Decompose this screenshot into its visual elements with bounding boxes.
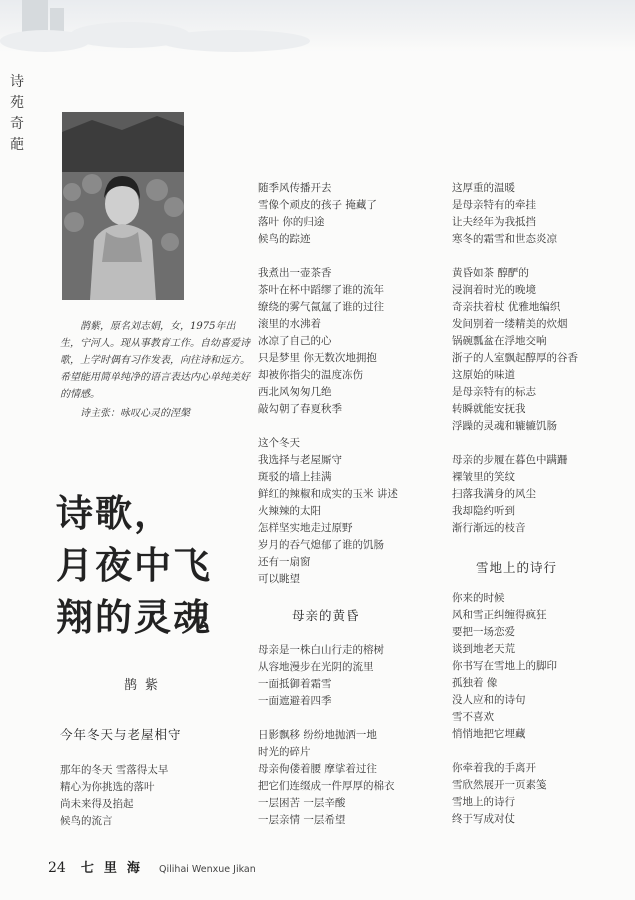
poem-line: 锅碗瓢盆在浮地交响: [452, 335, 547, 347]
poem-line: 没人应和的诗句: [452, 694, 526, 706]
poem-line: 冰凉了自己的心: [258, 335, 332, 347]
poem-line: 把它们连缀成一件厚厚的棉衣: [258, 780, 395, 792]
poem-line: 只是梦里 你无数次地拥抱: [258, 352, 377, 364]
stanza-gap: [452, 743, 557, 760]
section-label-char: 诗: [10, 74, 24, 90]
page-footer: [48, 857, 608, 876]
article-title-line: 月夜中飞: [56, 544, 212, 587]
poem-title: 雪地上的诗行: [476, 560, 558, 575]
poem-title: 母亲的黄昏: [292, 608, 360, 623]
poem-line: 敲勾朝了春夏秋季: [258, 403, 342, 415]
section-label: [8, 72, 26, 156]
poem-line: 浮躁的灵魂和辘辘饥肠: [452, 420, 557, 432]
poem-line: 雪地上的诗行: [452, 796, 515, 808]
poem-line: 我煮出一壶茶香: [258, 267, 332, 279]
poem-line: 精心为你挑选的落叶: [60, 781, 155, 793]
section-label-char: 奇: [10, 116, 24, 132]
magazine-pinyin: Qilihai Wenxue Jikan: [159, 864, 256, 875]
poem-line: 日影飘移 纷纷地抛洒一地: [258, 729, 377, 741]
poem-line: 母亲佝偻着腰 摩挲着过往: [258, 763, 377, 775]
poem-line: 尚未来得及掐起: [60, 798, 134, 810]
poem-line: 雪像个顽皮的孩子 掩藏了: [258, 199, 377, 211]
poem-line: 浸润着时光的晚境: [452, 284, 536, 296]
poem-line: 岁月的吞气熄郁了谁的饥肠: [258, 539, 384, 551]
poem-line: 一层亲情 一层希望: [258, 814, 346, 826]
poem-line: 一层困苦 一层辛酸: [258, 797, 346, 809]
poem-line: 西北风匆匆几绝: [258, 386, 332, 398]
stanza-gap: [258, 710, 395, 727]
poem-line: 雪欣然展开一页素笺: [452, 779, 547, 791]
poem-line: 时光的碎片: [258, 746, 311, 758]
poem-line: 母亲是一株白山行走的榕树: [258, 644, 384, 656]
section-label-char: 苑: [10, 95, 24, 111]
author-photo-image: [62, 112, 184, 300]
poem-body: [452, 180, 578, 537]
poem-line: 一面遮避着四季: [258, 695, 332, 707]
poem-line: 转瞬就能安抚我: [452, 403, 526, 415]
poem-line: 悄悄地把它埋藏: [452, 728, 526, 740]
poem-line: 却被你指尖的温度冻伤: [258, 369, 363, 381]
poem-line: 风和雪正纠缠得疯狂: [452, 609, 547, 621]
author-photo: [62, 112, 184, 300]
poem-line: 裸皱里的笑纹: [452, 471, 515, 483]
poem-line: 斑驳的墙上挂满: [258, 471, 332, 483]
poem-line: 你书写在雪地上的脚印: [452, 660, 557, 672]
poem-line: 扫落我满身的风尘: [452, 488, 536, 500]
poem-line: 你来的时候: [452, 592, 505, 604]
article-title-line: 诗歌，: [56, 492, 173, 535]
stanza-gap: [258, 248, 398, 265]
poem-line: 鲜红的辣椒和成实的玉米 讲述: [258, 488, 398, 500]
poem-line: 浙子的人室飘起醇厚的谷香: [452, 352, 578, 364]
poem-line: 这厚重的温暖: [452, 182, 515, 194]
poem-line: 让夫经年为我抵挡: [452, 216, 536, 228]
poem-line: 茶叶在杯中蹈缪了谁的流年: [258, 284, 384, 296]
poem-line: 发间别着一缕精美的炊烟: [452, 318, 568, 330]
poem-line: 孤独着 像: [452, 677, 498, 689]
poem-line: 渐行渐远的枝音: [452, 522, 526, 534]
poem-line: 你牵着我的手离开: [452, 762, 536, 774]
poem-line: 随季风传播开去: [258, 182, 332, 194]
author-name: 鹊紫: [124, 678, 167, 693]
article-title: [56, 488, 246, 644]
banner-cloud: [0, 30, 90, 52]
poem-line: 谈到地老天荒: [452, 643, 515, 655]
poem-line: 候鸟的踪迹: [258, 233, 311, 245]
poem-line: 还有一扇窗: [258, 556, 311, 568]
bio-paragraph: 鹊紫，原名刘志娟，女，1975年出生，宁河人。现从事教育工作。自幼喜爱诗歌，上学时偶有习作发表，向往诗和远方。希望能用简单纯净的语言表达内心单纯美好的情感。: [60, 321, 250, 400]
header-banner: [0, 0, 635, 52]
poem-body: [452, 590, 557, 828]
poem-line: 这原始的味道: [452, 369, 515, 381]
poem-line: 落叶 你的归途: [258, 216, 325, 228]
poem-line: 奇亲扶着杖 优雅地编织: [452, 301, 561, 313]
poem-title: 今年冬天与老屋相守: [60, 727, 182, 742]
stanza-gap: [452, 435, 578, 452]
stanza-gap: [258, 418, 398, 435]
poem-line: 我选择与老屋厮守: [258, 454, 342, 466]
stanza-gap: [452, 248, 578, 265]
poem-line: 火辣辣的太阳: [258, 505, 321, 517]
poem-body: [258, 642, 395, 829]
article-title-line: 翔的灵魂: [56, 596, 212, 639]
poem-line: 终于写成对仗: [452, 813, 515, 825]
poem-line: 候鸟的流言: [60, 815, 113, 827]
section-label-char: 葩: [10, 137, 24, 153]
poem-line: 从容地漫步在光阴的流里: [258, 661, 374, 673]
magazine-name: 七里海: [80, 861, 150, 876]
poem-body: [258, 180, 398, 588]
poem-line: 可以眺望: [258, 573, 300, 585]
poem-line: 怎样坚实地走过原野: [258, 522, 353, 534]
poem-line: 黄昏如茶 醇酽的: [452, 267, 529, 279]
poem-line: 这个冬天: [258, 437, 300, 449]
poem-line: 我却隐约听到: [452, 505, 515, 517]
poem-line: 寒冬的霜雪和世态炎凉: [452, 233, 557, 245]
poem-body: [60, 762, 168, 830]
poem-line: 母亲的步履在暮色中蹒跚: [452, 454, 568, 466]
poem-line: 缭绕的雾气氤氲了谁的过往: [258, 301, 384, 313]
poem-line: 那年的冬天 雪落得太早: [60, 764, 169, 776]
poem-line: 滚里的水沸着: [258, 318, 321, 330]
author-bio: [60, 318, 250, 422]
poem-line: 一面抵御着霜雪: [258, 678, 332, 690]
banner-cloud: [160, 30, 310, 52]
poem-line: 雪不喜欢: [452, 711, 494, 723]
poem-line: 要把一场恋爱: [452, 626, 515, 638]
bio-motto: 诗主张：咏叹心灵的涅槃: [80, 408, 190, 419]
poem-line: 是母亲特有的标志: [452, 386, 536, 398]
page-number: 24: [48, 860, 66, 876]
poem-line: 是母亲特有的牵挂: [452, 199, 536, 211]
